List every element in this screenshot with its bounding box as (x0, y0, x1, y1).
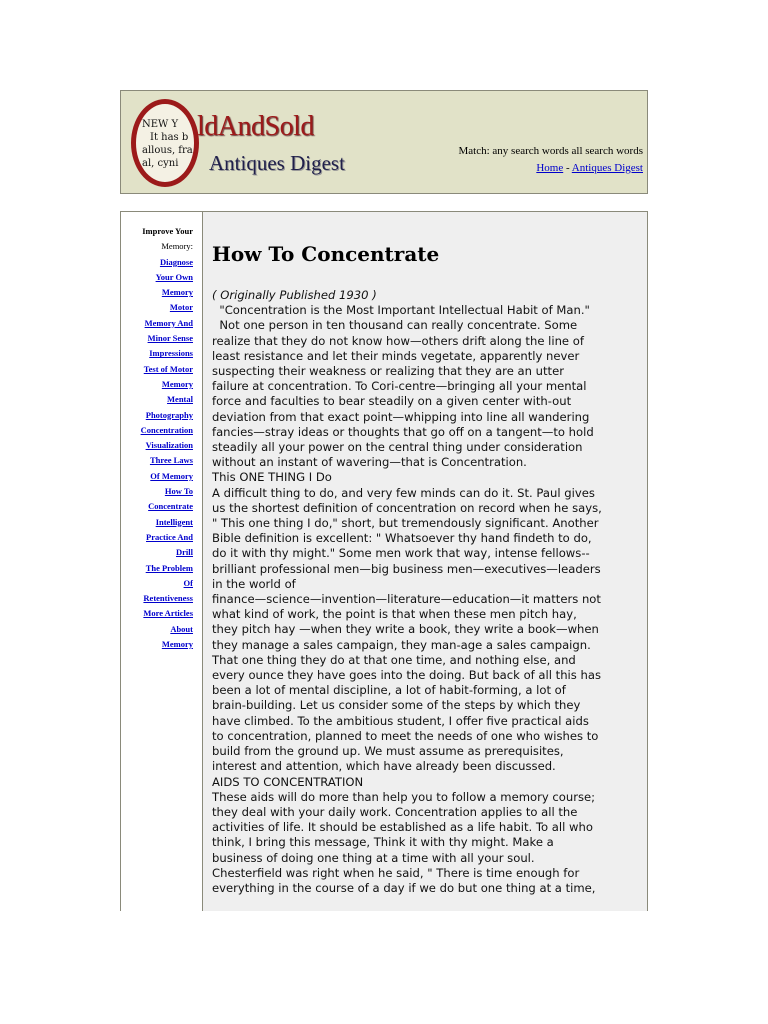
article-line: This ONE THING I Do (212, 470, 332, 485)
sidebar-link[interactable]: Three Laws (149, 455, 193, 466)
article-line: Chesterfield was right when he said, " There is time enough for (212, 865, 580, 880)
article-line: they pitch hay —when they write a book, they write a book—when (212, 622, 599, 637)
clip-line: NEW Y (142, 119, 179, 130)
sidebar-link[interactable]: Memory (161, 378, 193, 389)
article-line: That one thing they do at that one time, and nothing else, and (212, 652, 576, 667)
sidebar-link[interactable]: Diagnose (159, 256, 193, 267)
article-line: failure at concentration. To Cori-centre—bringing all your mental (212, 379, 587, 394)
article-line: A difficult thing to do, and very few minds can do it. St. Paul gives (212, 485, 595, 500)
sidebar-link[interactable]: Memory (161, 639, 193, 650)
sidebar-link[interactable]: Minor Sense (147, 333, 193, 344)
site-header (120, 90, 648, 194)
sidebar-link[interactable]: About (170, 623, 193, 634)
logo-brand-text: ldAndSold (197, 111, 314, 142)
content-frame (120, 211, 648, 911)
logo-subtitle: Antiques Digest (209, 151, 345, 175)
article-line: least resistance and let their minds vegetate, apparently never (212, 348, 580, 363)
article-line: us the shortest definition of concentration on record when he says, (212, 500, 602, 515)
oldandsold-logo[interactable] (131, 99, 361, 187)
sidebar-link[interactable]: Motor (169, 302, 193, 313)
sidebar-link[interactable]: Retentiveness (143, 593, 193, 604)
article-line: steadily all your power on the central thing under consideration (212, 440, 583, 455)
sidebar-link[interactable]: Drill (176, 547, 193, 558)
article-line: realize that they do not know how—others drift along the line of (212, 333, 584, 348)
page-title: How To Concentrate (212, 242, 440, 266)
clip-line: allous, fra (142, 145, 193, 156)
sidebar-link[interactable]: Intelligent (155, 516, 193, 527)
link-separator: - (565, 162, 570, 174)
article-line: force and faculties to bear steadily on a given center with-out (212, 394, 572, 409)
sidebar-link[interactable]: Memory And (144, 317, 193, 328)
article-line: build from the ground up. We must assume as prerequisites, (212, 744, 564, 759)
antiques-digest-link[interactable]: Antiques Digest (571, 162, 643, 174)
search-options (443, 143, 643, 177)
article-text (212, 303, 642, 896)
logo-newspaper-circle (131, 99, 199, 187)
sidebar-heading: Improve Your (142, 226, 193, 236)
article-area (203, 212, 647, 911)
article-line: business of doing one thing at a time with all your soul. (212, 850, 535, 865)
article-line: in the world of (212, 576, 296, 591)
article-line: These aids will do more than help you to follow a memory course; (212, 789, 596, 804)
sidebar-link[interactable]: Concentrate (148, 501, 193, 512)
article-line: every ounce they have goes into the doing. But back of all this has (212, 668, 601, 683)
article-line: interest and attention, which have already been discussed. (212, 759, 556, 774)
article-line: finance—science—invention—literature—education—it matters not (212, 592, 601, 607)
sidebar-link[interactable]: How To (164, 486, 193, 497)
clip-line: It has b (150, 132, 189, 143)
article-line: Bible definition is excellent: " Whatsoever thy hand findeth to do, (212, 531, 592, 546)
article-line: " This one thing I do," short, but tremendously significant. Another (212, 516, 599, 531)
sidebar-link[interactable]: The Problem (145, 562, 193, 573)
sidebar-link[interactable]: Memory (161, 287, 193, 298)
article-line: "Concentration is the Most Important Intellectual Habit of Man." (212, 303, 590, 318)
search-match-text: Match: any search words all search words (458, 145, 643, 157)
article-line: everything in the course of a day if we do but one thing at a time, (212, 880, 596, 895)
sidebar-link[interactable]: Mental (167, 394, 193, 405)
logo-newspaper-clip (142, 118, 199, 170)
article-line: suspecting their weakness or realizing that they are an utter (212, 364, 564, 379)
article-line: they deal with your daily work. Concentration applies to all the (212, 804, 578, 819)
clip-line: al, cyni (142, 158, 179, 169)
article-line: deviation from that exact point—whipping into line all wandering (212, 409, 590, 424)
article-line: brilliant professional men—big business men—executives—leaders (212, 561, 601, 576)
article-line: without an instant of wavering—that is Concentration. (212, 455, 527, 470)
article-line: fancies—stray ideas or thoughts that go off on a tangent—to hold (212, 424, 594, 439)
sidebar-link[interactable]: Practice And (146, 531, 193, 542)
sidebar-link[interactable]: Impressions (149, 348, 193, 359)
article-line: brain-building. Let us consider some of the steps by which they (212, 698, 581, 713)
sidebar-heading: Memory: (161, 241, 193, 252)
article-body (212, 288, 642, 896)
article-line: been a lot of mental discipline, a lot of habit-forming, a lot of (212, 683, 566, 698)
sidebar-link[interactable]: Of (183, 577, 193, 588)
sidebar-link[interactable]: Your Own (155, 271, 193, 282)
article-line: AIDS TO CONCENTRATION (212, 774, 364, 789)
article-line: activities of life. It should be established as a life habit. To all who (212, 820, 593, 835)
sidebar-link[interactable]: Concentration (140, 424, 193, 435)
sidebar-link[interactable]: Photography (145, 409, 193, 420)
article-line: think, I bring this message, Think it with thy might. Make a (212, 835, 554, 850)
article-line: have climbed. To the ambitious student, I offer five practical aids (212, 713, 589, 728)
sidebar (121, 212, 203, 911)
article-line: to concentration, planned to meet the needs of one who wishes to (212, 728, 599, 743)
article-line: do it with thy might." Some men work that way, intense fellows-- (212, 546, 590, 561)
sidebar-link[interactable]: More Articles (143, 608, 193, 619)
sidebar-link[interactable]: Test of Motor (143, 363, 193, 374)
article-line: what kind of work, the point is that when these men pitch hay, (212, 607, 577, 622)
home-link[interactable]: Home (536, 162, 564, 174)
publication-note: ( Originally Published 1930 ) (212, 288, 377, 302)
sidebar-link[interactable]: Of Memory (150, 470, 193, 481)
sidebar-link[interactable]: Visualization (145, 440, 193, 451)
article-line: Not one person in ten thousand can really concentrate. Some (212, 318, 578, 333)
article-line: they manage a sales campaign, they man-age a sales campaign. (212, 637, 591, 652)
